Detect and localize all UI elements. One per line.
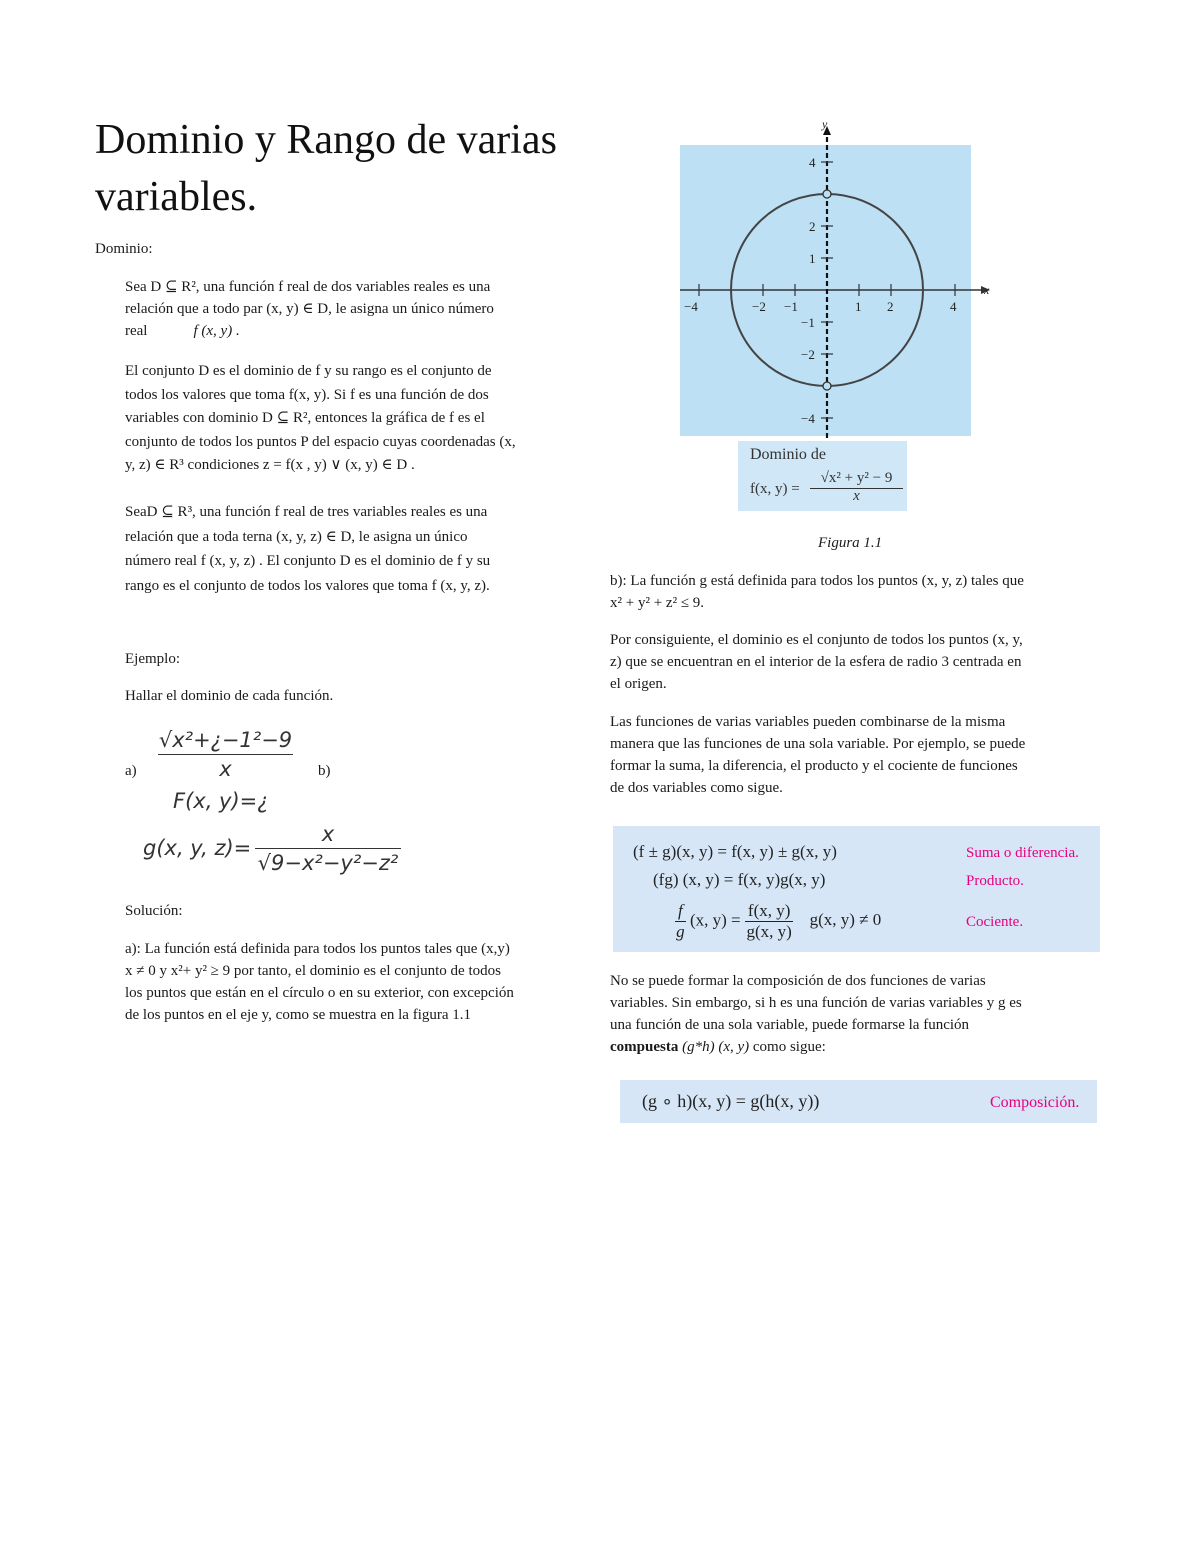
x-tick-label: 1	[855, 299, 862, 314]
quotient-numerator: f(x, y)	[745, 901, 793, 922]
domain-formula-numerator: √x² + y² − 9	[810, 469, 903, 489]
solution-b-paragraph	[610, 570, 1110, 614]
formula-a-lhs: F(x, y)=¿	[173, 789, 269, 813]
formula-b-numerator: x	[255, 822, 401, 849]
formula-a-numerator: √x²+¿−1²−9	[158, 728, 293, 755]
para-line: x² + y² + z² ≤ 9.	[610, 595, 705, 611]
y-tick-label: 1	[809, 251, 816, 266]
page-title: Dominio y Rango de varias variables.	[95, 117, 557, 220]
domain-graph	[670, 110, 1000, 445]
para-line: de dos variables como sigue.	[610, 780, 783, 796]
formula-b-fraction	[255, 822, 401, 875]
para-line: todos los valores que toma f(x, y). Si f es una función de dos	[125, 386, 489, 403]
domain-formula-fraction	[810, 469, 903, 503]
formula-a-fraction	[158, 728, 293, 781]
y-tick-label: −4	[801, 411, 815, 426]
para-line: conjunto de todos los puntos P del espacio cuyas coordenadas (x,	[125, 433, 516, 450]
dominio-heading: Dominio:	[95, 241, 153, 257]
def-line: relación que a todo par (x, y) ∈ D, le asigna un único número	[125, 301, 494, 317]
open-point-top	[823, 190, 831, 198]
y-tick-label: 2	[809, 219, 816, 234]
formula-b-denominator: √9−x²−y²−z²	[257, 851, 399, 875]
para-line: SeaD ⊆ R³, una función f real de tres variables reales es una	[125, 504, 488, 520]
para-line: y, z) ∈ R³ condiciones z = f(x , y) ∨ (x, y) ∈ D .	[125, 457, 415, 473]
def-line	[125, 320, 595, 342]
para-line: relación que a toda terna (x, y, z) ∈ D, le asigna un único	[125, 528, 468, 545]
solution-a-paragraph	[125, 938, 600, 1026]
para-line: rango es el conjunto de todos los valores que toma f (x, y, z).	[125, 577, 490, 594]
definition-paragraph	[125, 276, 595, 342]
three-var-paragraph	[125, 500, 595, 598]
domain-formula-box	[738, 441, 907, 511]
compuesta-bold: compuesta	[610, 1039, 679, 1055]
formula-b-lhs: g(x, y, z)=	[143, 836, 252, 860]
label-b: b)	[318, 763, 331, 779]
composition-panel	[620, 1080, 1097, 1123]
composition-notation: (g*h) (x, y)	[682, 1039, 750, 1055]
y-axis-label: y	[822, 117, 828, 131]
quotient-condition: g(x, y) ≠ 0	[809, 910, 882, 930]
y-tick-label: −1	[801, 315, 815, 330]
quotient-xy: (x, y) =	[689, 910, 741, 930]
hallar-instruction: Hallar el dominio de cada función.	[125, 688, 334, 704]
domain-range-paragraph	[125, 360, 595, 478]
para-line: número real f (x, y, z) . El conjunto D es el dominio de f y su	[125, 553, 491, 569]
para-line: Las funciones de varias variables pueden combinarse de la misma	[610, 714, 1006, 730]
product-formula: (fg) (x, y) = f(x, y)g(x, y)	[653, 870, 826, 889]
para-line: z) que se encuentran en el interior de la esfera de radio 3 centrada en	[610, 654, 1022, 670]
domain-formula-denominator: x	[853, 488, 860, 504]
para-line	[610, 1036, 1110, 1058]
solucion-heading: Solución:	[125, 903, 183, 919]
para-line: formar la suma, la diferencia, el producto y el cociente de funciones	[610, 758, 1018, 774]
quotient-fraction	[745, 901, 793, 942]
para-line: b): La función g está definida para todos los puntos (x, y, z) tales que	[610, 573, 1024, 589]
por-consiguiente-paragraph	[610, 629, 1110, 695]
x-tick-label: −2	[752, 299, 766, 314]
para-line: variables. Sin embargo, si h es una función de varias variables y g es	[610, 995, 1022, 1011]
x-tick-label: 4	[950, 299, 957, 314]
sum-formula: (f ± g)(x, y) = f(x, y) ± g(x, y)	[633, 842, 837, 861]
composition-formula: (g ∘ h)(x, y) = g(h(x, y))	[642, 1091, 820, 1111]
product-label: Producto.	[966, 873, 1024, 889]
para-line: variables con dominio D ⊆ R², entonces la gráfica de f es el	[125, 410, 485, 426]
y-tick-label: 4	[809, 155, 816, 170]
quotient-label: Cociente.	[966, 914, 1024, 930]
x-axis-label: x	[984, 283, 990, 297]
quotient-formula	[675, 901, 881, 942]
para-line: una función de una sola variable, puede formarse la función	[610, 1017, 970, 1033]
composition-paragraph	[610, 970, 1110, 1058]
label-a: a)	[125, 763, 137, 779]
para-line: manera que las funciones de una sola variable. Por ejemplo, se puede	[610, 736, 1026, 752]
ejemplo-heading: Ejemplo:	[125, 651, 180, 667]
sum-label: Suma o diferencia.	[966, 845, 1079, 861]
para-line: El conjunto D es el dominio de f y su rango es el conjunto de	[125, 363, 492, 379]
operations-panel	[613, 826, 1100, 952]
para-line: los puntos que están en el círculo o en su exterior, con excepción	[125, 985, 514, 1001]
composition-label: Composición.	[990, 1094, 1080, 1111]
como-sigue: como sigue:	[752, 1039, 826, 1055]
combine-paragraph	[610, 711, 1110, 799]
def-fxy: f (x, y) .	[193, 323, 240, 339]
quotient-f: f	[675, 901, 686, 922]
def-real: real	[125, 323, 148, 339]
para-line: el origen.	[610, 676, 667, 692]
dominio-de-label: Dominio de	[750, 446, 826, 463]
def-line: Sea D ⊆ R², una función f real de dos variables reales es una	[125, 279, 491, 295]
open-point-bottom	[823, 382, 831, 390]
domain-formula-lhs: f(x, y) =	[750, 481, 800, 497]
quotient-fg	[675, 901, 686, 942]
para-line: a): La función está definida para todos los puntos tales que (x,y)	[125, 941, 510, 957]
quotient-denominator: g(x, y)	[746, 922, 792, 941]
quotient-g: g	[676, 922, 685, 941]
y-tick-label: −2	[801, 347, 815, 362]
para-line: x ≠ 0 y x²+ y² ≥ 9 por tanto, el dominio es el conjunto de todos	[125, 963, 501, 979]
para-line: Por consiguiente, el dominio es el conjunto de todos los puntos (x, y,	[610, 632, 1023, 648]
x-tick-label: 2	[887, 299, 894, 314]
figure-caption: Figura 1.1	[818, 535, 883, 551]
formula-a-denominator: x	[219, 757, 232, 781]
x-tick-label: −4	[684, 299, 698, 314]
para-line: de los puntos en el eje y, como se muestra en la figura 1.1	[125, 1007, 472, 1023]
x-tick-label: −1	[784, 299, 798, 314]
para-line: No se puede formar la composición de dos funciones de varias	[610, 973, 986, 989]
